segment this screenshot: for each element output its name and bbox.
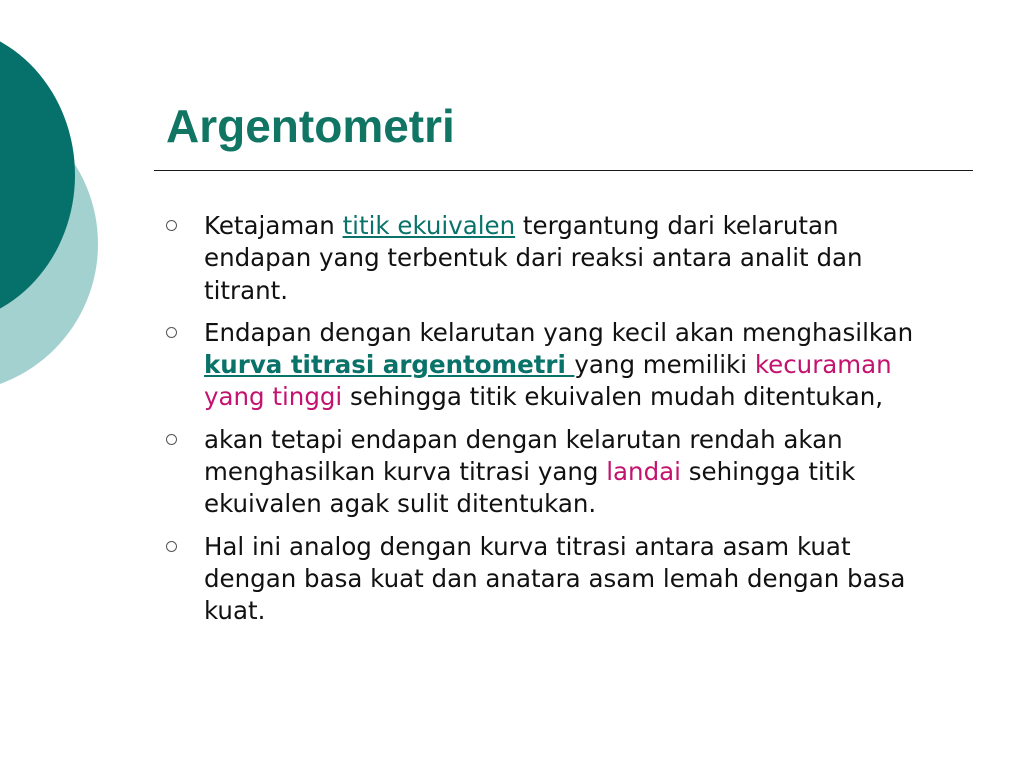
bullet-circle-icon	[166, 541, 177, 552]
link-kurva-titrasi-argentometri[interactable]: kurva titrasi argentometri	[204, 350, 575, 380]
bullet-item	[166, 531, 946, 628]
bullet-circle-icon	[166, 220, 177, 231]
highlighted-text: landai	[606, 457, 681, 487]
bullet-list	[166, 210, 946, 638]
bullet-item	[166, 317, 946, 414]
bullet-text: akan tetapi endapan dengan kelarutan rendah akan menghasilkan kurva titrasi yang	[204, 424, 843, 487]
bullet-text: yang memiliki	[574, 350, 755, 380]
bullet-item	[166, 210, 946, 307]
bullet-item	[166, 424, 946, 521]
bullet-circle-icon	[166, 434, 177, 445]
bullet-text: sehingga titik ekuivalen mudah ditentukan,	[342, 382, 884, 412]
bullet-text: Ketajaman	[204, 211, 343, 240]
link-titik-ekuivalen[interactable]: titik ekuivalen	[342, 211, 516, 240]
bullet-text: tergantung dari kelarutan endapan yang terbentuk dari reaksi antara analit dan titrant.	[204, 211, 863, 305]
highlighted-text: kecuraman yang tinggi	[204, 350, 892, 412]
title-divider	[154, 170, 973, 171]
bullet-text: Endapan dengan kelarutan yang kecil akan menghasilkan	[204, 317, 914, 347]
bullet-circle-icon	[166, 327, 177, 338]
bullet-text: sehingga titik ekuivalen agak sulit ditentukan.	[204, 457, 856, 519]
bullet-text: Hal ini analog dengan kurva titrasi antara asam kuat dengan basa kuat dan anatara asam lemah dengan basa kuat.	[204, 531, 906, 626]
slide-title: Argentometri	[166, 100, 455, 152]
